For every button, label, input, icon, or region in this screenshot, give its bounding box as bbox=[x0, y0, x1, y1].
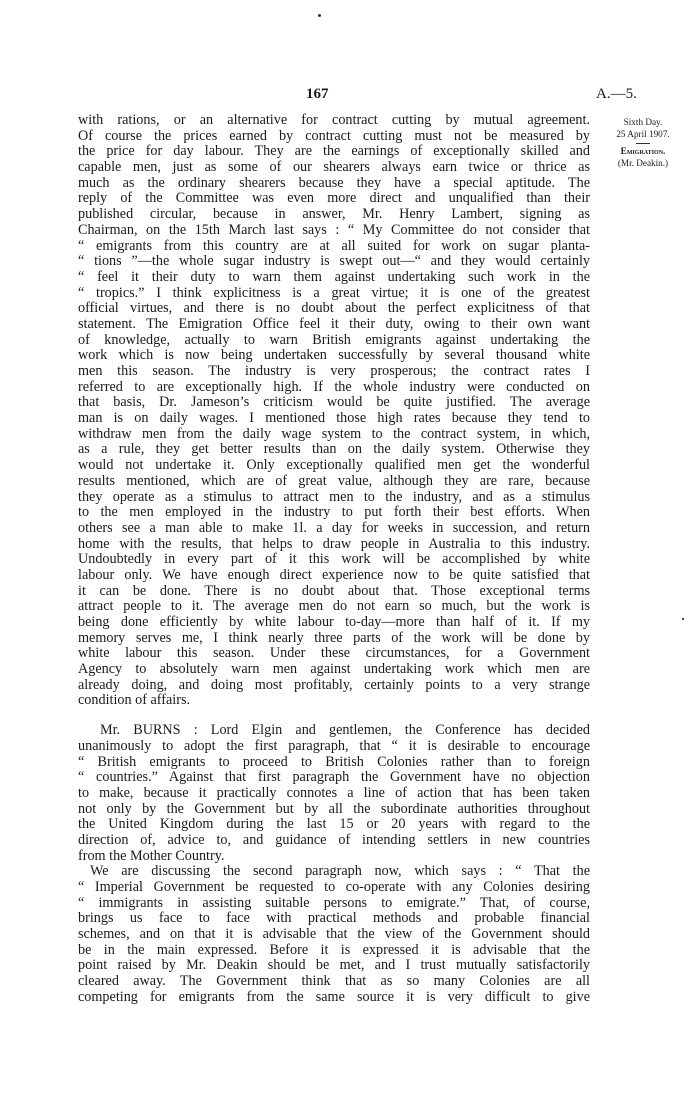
text-line: direction of, advice to, and guidance of intending settlers in new countries bbox=[78, 831, 590, 848]
text-line: cleared away. The Government think that as so many Colonies are all bbox=[78, 973, 590, 990]
text-line: “ countries.” Against that first paragraph the Government have no objection bbox=[78, 769, 590, 786]
body-text bbox=[78, 113, 590, 1006]
text-line: others see a man able to make 1l. a day for weeks in succession, and return bbox=[78, 519, 590, 536]
text-line: brings us face to face with practical methods and probable financial bbox=[78, 910, 590, 927]
text-line: that basis, Dr. Jameson’s criticism would be quite justified. The average bbox=[78, 394, 590, 411]
text-line: labour only. We have enough direct experience now to be quite satisfied that bbox=[78, 566, 590, 583]
text-line: being done efficiently by white labour to-day—more than half of it. If my bbox=[78, 614, 590, 630]
text-line: capable men, just as some of our shearers always earn twice or thrice as bbox=[78, 159, 590, 176]
text-line: “ tions ”—the whole sugar industry is swept out—“ and they would certainly bbox=[78, 253, 590, 270]
text-line: “ emigrants from this country are at all suited for work on sugar planta- bbox=[78, 237, 590, 254]
text-line: “ British emigrants to proceed to British Colonies rather than to foreign bbox=[78, 753, 590, 770]
text-line: to make, because it practically connotes a line of action that has been taken bbox=[78, 784, 590, 801]
text-line: memory serves me, I think nearly three parts of the work will be done by bbox=[78, 629, 590, 646]
paragraph bbox=[78, 723, 590, 864]
text-line: Mr. BURNS : Lord Elgin and gentlemen, the Conference has decided bbox=[100, 722, 590, 739]
text-line: published circular, because in answer, Mr. Henry Lambert, signing as bbox=[78, 206, 590, 223]
paragraph bbox=[78, 113, 590, 709]
text-line: not only by the Government but by all the subordinate authorities throughout bbox=[78, 800, 590, 817]
text-line: to the men employed in the industry to put forth their best efforts. When bbox=[78, 504, 590, 521]
text-line: “ immigrants in assisting suitable persons to emigrate.” That, of course, bbox=[78, 894, 590, 911]
text-line: results mentioned, which are of great value, although they are rare, because bbox=[78, 472, 590, 489]
text-line: from the Mother Country. bbox=[78, 847, 225, 864]
text-line: schemes, and on that it is advisable that the view of the Government should bbox=[78, 926, 590, 943]
margin-rule bbox=[636, 143, 650, 144]
text-line: already doing, and doing most profitably, certainly points to a very strange bbox=[78, 676, 590, 693]
text-line: men this season. The industry is very prosperous; the contract rates I bbox=[78, 363, 590, 379]
page-number: 167 bbox=[306, 86, 329, 102]
text-line: home with the results, that helps to draw people in Australia to this industry. bbox=[78, 535, 590, 552]
paragraph-gap bbox=[78, 709, 590, 723]
text-line: Of course the prices earned by contract cutting must not be measured by bbox=[78, 127, 590, 144]
text-line: official virtues, and there is no doubt about the perfect explicitness of that bbox=[78, 300, 590, 317]
paragraph bbox=[78, 864, 590, 1005]
text-line: “ feel it their duty to warn them against undertaking such work in the bbox=[78, 268, 590, 285]
scan-mark bbox=[682, 618, 684, 620]
text-line: condition of affairs. bbox=[78, 692, 191, 709]
text-line: point raised by Mr. Deakin should be met, and I trust mutually satisfactorily bbox=[78, 957, 590, 974]
text-line: with rations, or an alternative for contract cutting by mutual agreement. bbox=[78, 112, 590, 128]
text-line: competing for emigrants from the same source it is very difficult to give bbox=[78, 988, 590, 1005]
text-line: work which is now being undertaken successfully by several thousand white bbox=[78, 347, 590, 364]
text-line: man is on daily wages. I mentioned those high rates because they tend to bbox=[78, 410, 590, 427]
text-line: they operate as a stimulus to attract men to the industry, and as a stimulus bbox=[78, 488, 590, 505]
text-line: unanimously to adopt the first paragraph, that “ it is desirable to encourage bbox=[78, 737, 590, 754]
margin-speaker: (Mr. Deakin.) bbox=[617, 157, 669, 168]
text-line: We are discussing the second paragraph now, which says : “ That the bbox=[90, 863, 590, 880]
text-line: statement. The Emigration Office feel it their duty, owing to their own want bbox=[78, 315, 590, 332]
text-line: it can be done. There is no doubt about that. Those exceptional terms bbox=[78, 582, 590, 599]
margin-date: 25 April 1907. bbox=[616, 128, 670, 139]
scan-speck bbox=[318, 14, 321, 17]
text-line: the United Kingdom during the last 15 or 20 years with regard to the bbox=[78, 816, 590, 833]
text-line: referred to are exceptionally high. If the whole industry were conducted on bbox=[78, 378, 590, 395]
document-reference: A.—5. bbox=[596, 86, 637, 102]
text-line: Chairman, on the 15th March last says : “ My Committee do not consider that bbox=[78, 221, 590, 238]
margin-day: Sixth Day. bbox=[623, 117, 663, 127]
text-line: much as the ordinary shearers because they have a special aptitude. The bbox=[78, 174, 590, 191]
text-line: reply of the Committee was even more direct and unqualified than their bbox=[78, 190, 590, 207]
text-line: be in the main expressed. Before it is expressed it is advisable that the bbox=[78, 941, 590, 958]
text-line: the price for day labour. They are the earnings of exceptionally skilled and bbox=[78, 143, 590, 160]
text-line: white labour this season. Under these circumstances, for a Government bbox=[78, 645, 590, 662]
text-line: “ tropics.” I think explicitness is a great virtue; it is one of the greatest bbox=[78, 284, 590, 301]
text-line: attract people to it. The average men do not earn so much, but the work is bbox=[78, 598, 590, 615]
text-line: as a rule, they get better results than on the daily system. Otherwise they bbox=[78, 441, 590, 458]
text-line: “ Imperial Government be requested to co-operate with any Colonies desiring bbox=[78, 879, 590, 895]
text-line: withdraw men from the daily wage system to the contract system, in which, bbox=[78, 425, 590, 442]
text-line: Undoubtedly in every part of it this work will be accomplished by white bbox=[78, 551, 590, 568]
text-line: would not undertake it. Only exceptionally qualified men get the wonderful bbox=[78, 457, 590, 474]
margin-note bbox=[603, 117, 683, 169]
text-line: Agency to absolutely warn men against undertaking work which men are bbox=[78, 661, 590, 678]
text-line: of knowledge, actually to warn British emigrants against undertaking the bbox=[78, 331, 590, 348]
margin-subject: Emigration. bbox=[620, 146, 666, 156]
